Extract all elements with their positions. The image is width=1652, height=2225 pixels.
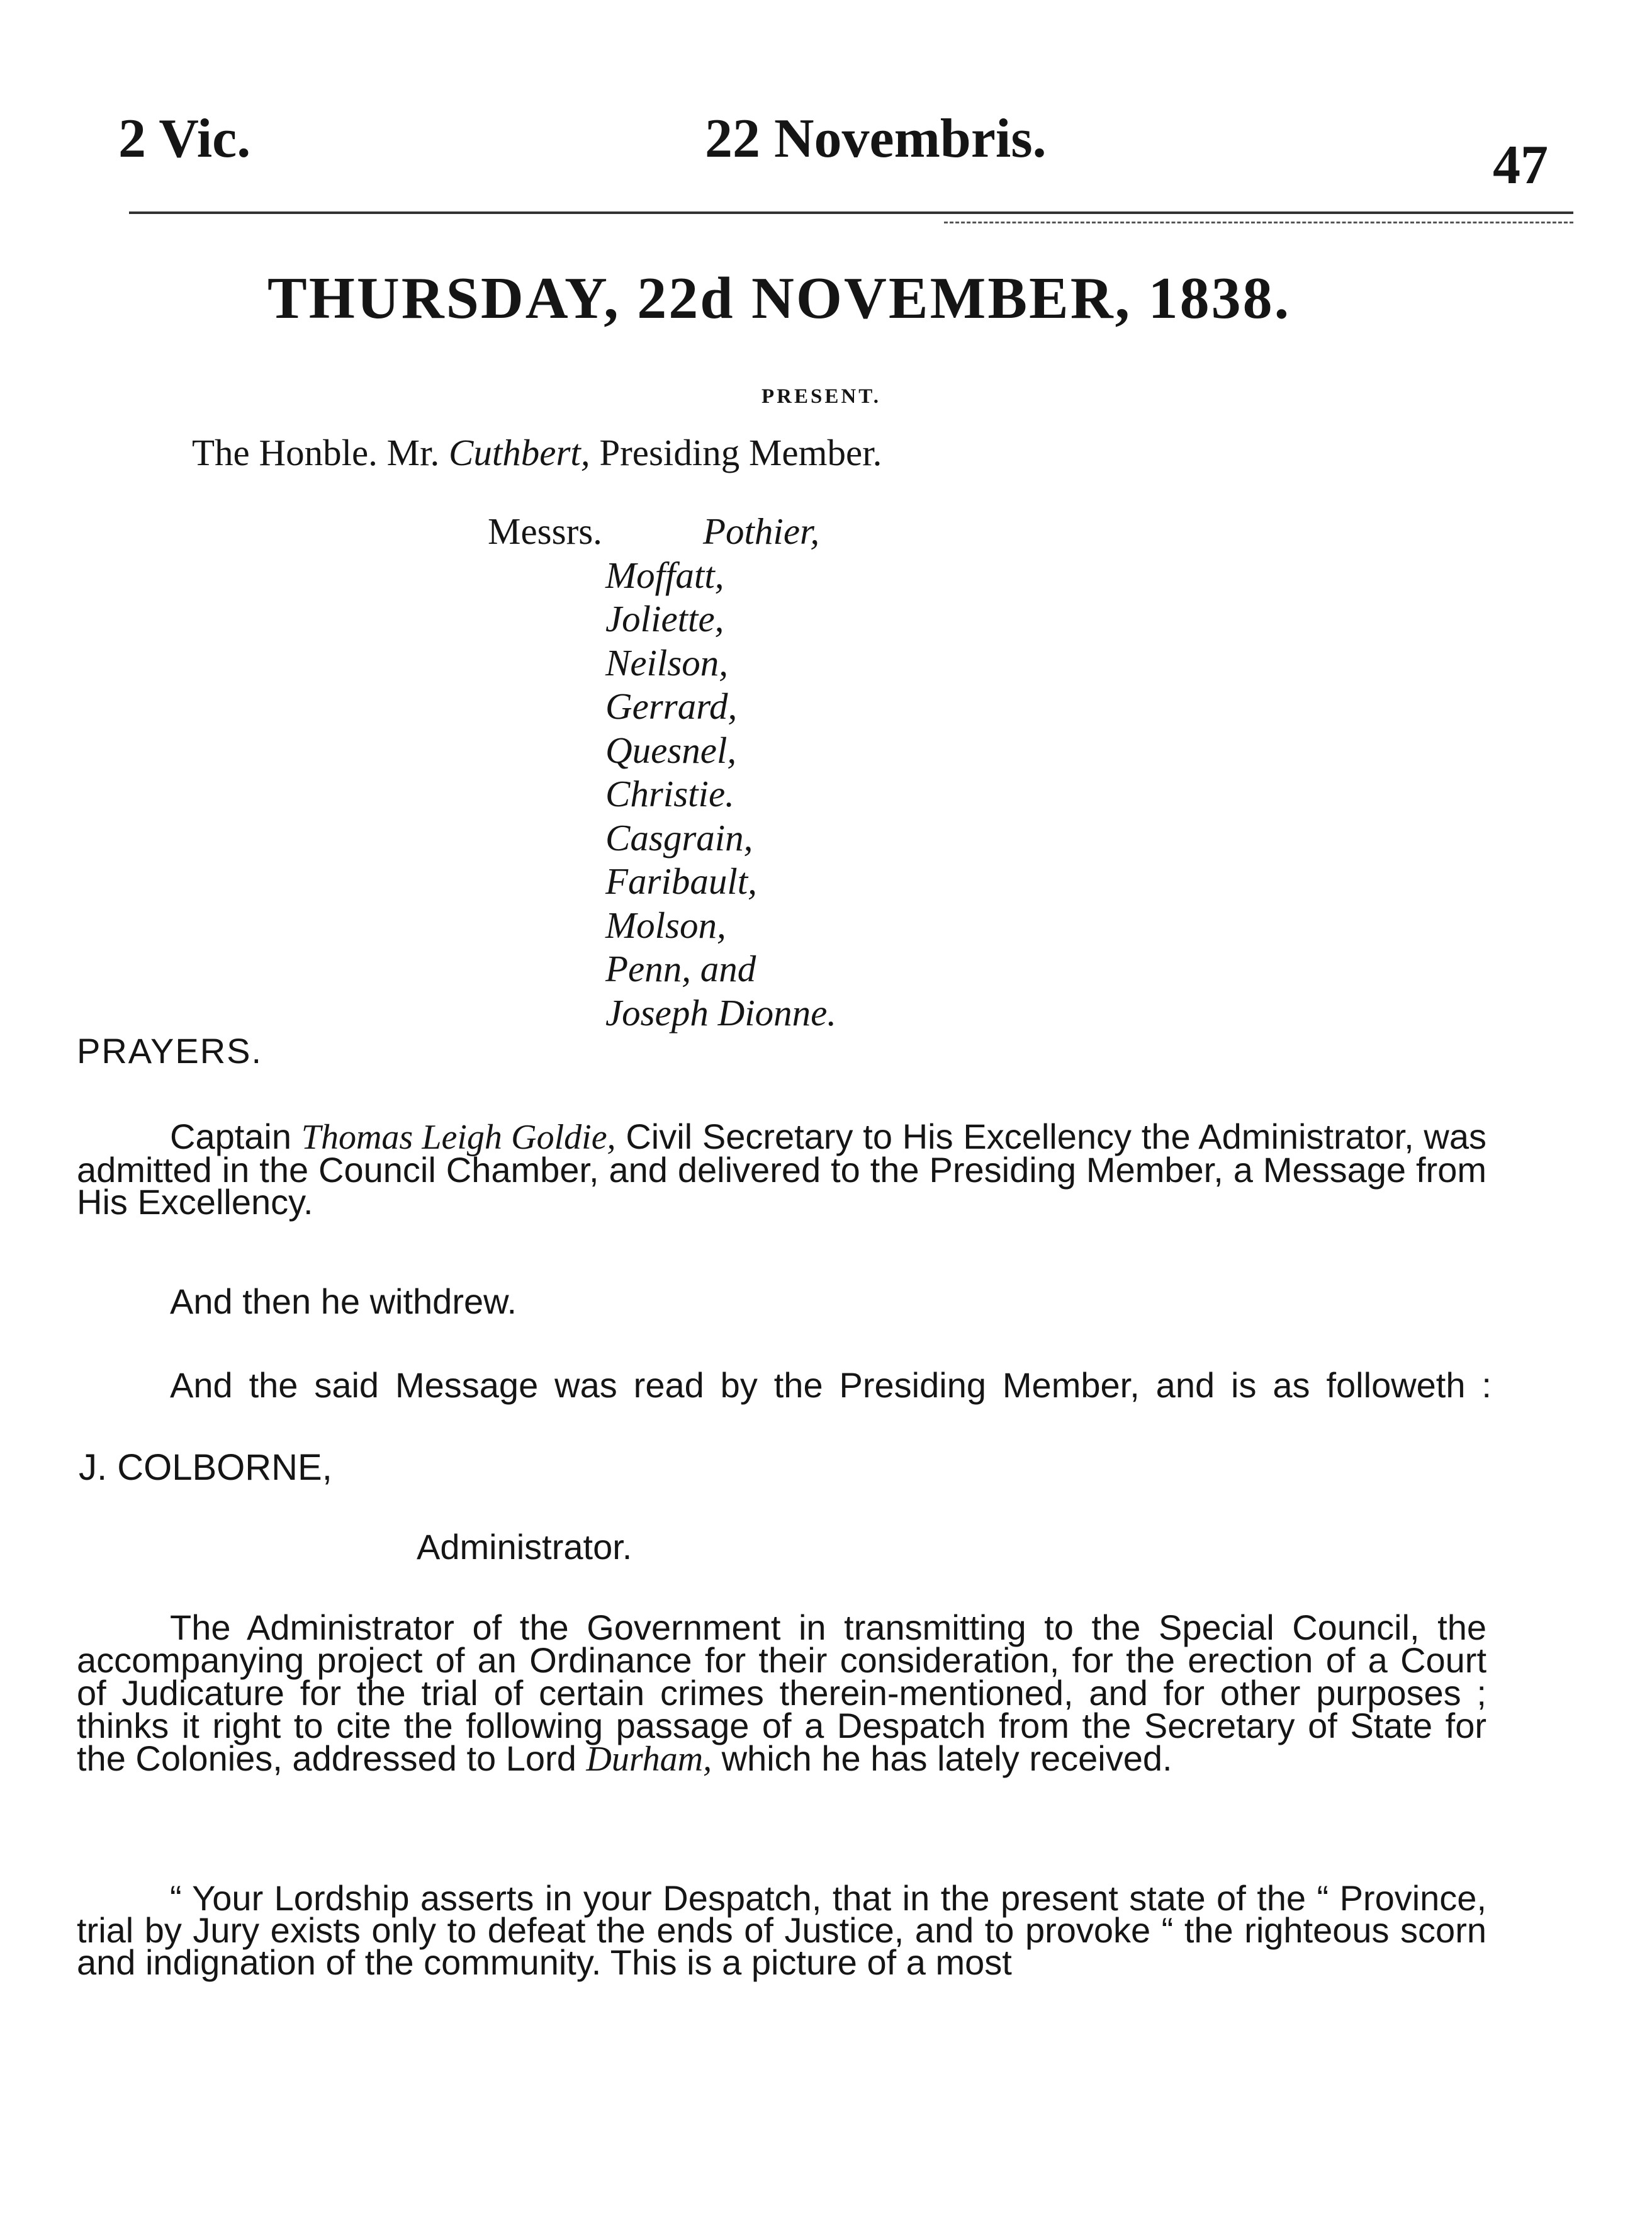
member-name: Faribault, [605, 860, 757, 902]
signature-name: J. COLBORNE, [79, 1447, 332, 1488]
present-label: PRESENT. [761, 385, 882, 408]
captain-text-start: Captain [170, 1117, 292, 1156]
presiding-member-line [192, 431, 882, 475]
header-rule-dashed [944, 222, 1573, 223]
admin-lord-name: Durham, [586, 1740, 712, 1779]
members-prefix: Messrs. [488, 510, 602, 552]
member-name: Quesnel, [605, 729, 737, 771]
member-name: Christie. [605, 773, 734, 814]
running-head-date: 22 Novembris. [705, 108, 1047, 169]
member-name: Gerrard, [605, 685, 738, 727]
captain-name: Thomas Leigh Goldie, [301, 1118, 616, 1157]
captain-paragraph [77, 1117, 1486, 1222]
signature-title: Administrator. [417, 1527, 632, 1567]
header-rule [129, 211, 1573, 214]
member-name: Penn, and [605, 948, 756, 989]
message-read-paragraph: And the said Message was read by the Presiding Member, and is as followeth : [170, 1365, 1492, 1405]
member-name: Molson, [605, 904, 726, 946]
member-name: Joseph Dionne. [605, 991, 837, 1034]
presiding-prefix: The Honble. Mr. [192, 432, 440, 473]
administrator-message-paragraph [77, 1608, 1486, 1779]
running-head-regnal-year: 2 Vic. [118, 108, 251, 169]
member-name: Pothier, [703, 510, 820, 552]
member-name: Neilson, [605, 641, 729, 684]
admin-text-start: The Administrator of the Government in transmitting to the Special Council, the accompanying project of an Ordinance for their consideration, for the erection of a Court of Judicature for the trial of certain crimes therein-mentioned, and for other purposes ; thinks it right to cite the following passage of a Despatch from the Secretary of State for the Colonies, addressed to Lord [77, 1608, 1486, 1778]
captain-text-end: Civil Secretary to His Excellency the Administrator, was admitted in the Council Chamber, and delivered to the Presiding Member, a Message from His Excellency. [77, 1117, 1486, 1222]
members-list [605, 510, 836, 1035]
member-name: Moffatt, [605, 554, 724, 596]
member-name: Joliette, [605, 598, 724, 639]
presiding-suffix: Presiding Member. [599, 432, 882, 473]
page-number: 47 [1493, 135, 1548, 196]
session-heading: THURSDAY, 22d NOVEMBER, 1838. [267, 266, 1291, 331]
prayers-heading: PRAYERS. [77, 1031, 263, 1071]
despatch-quote-paragraph: “ Your Lordship asserts in your Despatch, that in the present state of the “ Province, trial by Jury exists only to defeat the ends of Justice, and to provoke “ the righteous scorn and indignation of the community. This is a picture of a most [77, 1878, 1486, 1982]
presiding-name: Cuthbert, [449, 432, 590, 473]
admin-text-end: which he has lately received. [721, 1738, 1172, 1778]
withdrew-paragraph: And then he withdrew. [170, 1281, 517, 1321]
member-name: Casgrain, [605, 816, 753, 859]
